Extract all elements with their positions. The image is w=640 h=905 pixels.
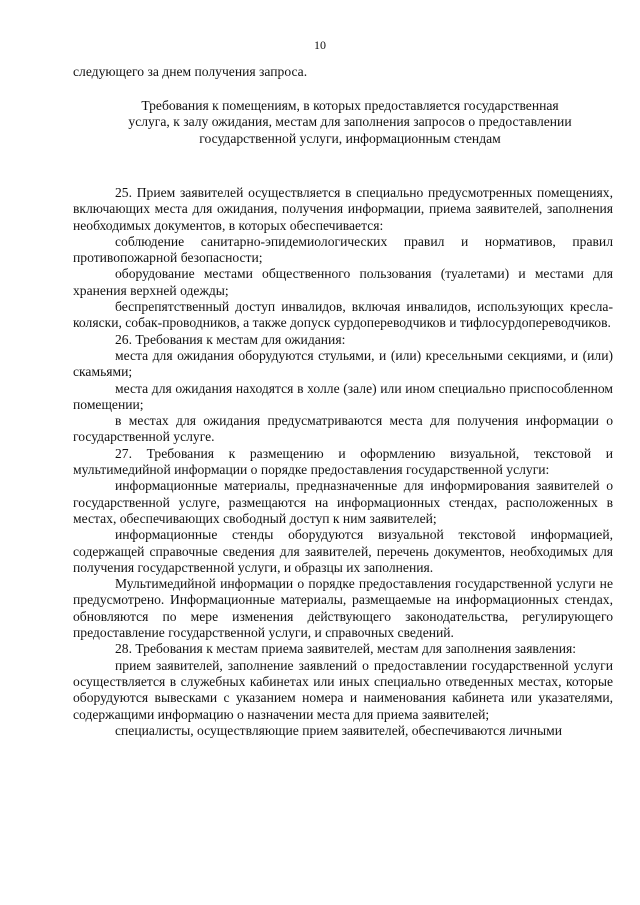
paragraph: Мультимедийной информации о порядке предоставления государственной услуги не предусмотрено. Информационные материалы, размещаемые на информационных стендах, обновляются по мере изменения действующего законодательства, регулирующего предоставление государственной услуги, и справочных сведений. [73, 576, 613, 641]
paragraph: места для ожидания находятся в холле (зале) или ином специально приспособленном помещении; [73, 380, 613, 412]
paragraph: прием заявителей, заполнение заявлений о предоставлении государственной услуги осуществляется в служебных кабинетах или иных специально отведенных местах, которые оборудуются вывесками с указанием номера и наименования кабинета или указателями, содержащими информацию о назначении места для приема заявителей; [73, 657, 613, 722]
paragraph: в местах для ожидания предусматриваются места для получения информации о государственной услуге. [73, 413, 613, 445]
paragraph: 28. Требования к местам приема заявителей, местам для заполнения заявления: [115, 641, 577, 657]
paragraph: оборудование местами общественного пользования (туалетами) и местами для хранения верхней одежды; [73, 266, 613, 298]
section-heading: Требования к помещениям, в которых предоставляется государственная услуга, к залу ожидания, местам для заполнения запросов о предоставлении государственной услуги, информационным стендам [128, 98, 572, 146]
paragraph: 26. Требования к местам для ожидания: [115, 331, 346, 347]
paragraph: специалисты, осуществляющие прием заявителей, обеспечиваются личными [115, 722, 563, 738]
paragraph: информационные материалы, предназначенные для информирования заявителей о государственной услуге, размещаются на информационных стендах, расположенных в местах, обеспечивающих свободный доступ к ним заявителей; [73, 478, 613, 526]
paragraph: информационные стенды оборудуются визуальной текстовой информацией, содержащей справочные сведения для заявителей, перечень документов, необходимых для получения государственной услуги, и образцы их заполнения. [73, 527, 613, 575]
paragraph: беспрепятственный доступ инвалидов, включая инвалидов, использующих кресла-коляски, собак-проводников, а также допуск сурдопереводчиков и тифлосурдопереводчиков. [73, 299, 613, 331]
page-number: 10 [314, 38, 326, 52]
paragraph: 25. Прием заявителей осуществляется в специально предусмотренных помещениях, включающих места для ожидания, получения информации, приема заявителей, заполнения необходимых документов, в которых обеспечивается: [73, 185, 613, 233]
lead-line: следующего за днем получения запроса. [73, 64, 308, 79]
body-text [73, 185, 613, 739]
paragraph: соблюдение санитарно-эпидемиологических правил и нормативов, правил противопожарной безопасности; [73, 233, 613, 266]
paragraph: 27. Требования к размещению и оформлению визуальной, текстовой и мультимедийной информации о порядке предоставления государственной услуги: [73, 445, 613, 478]
paragraph: места для ожидания оборудуются стульями, и (или) кресельными секциями, и (или) скамьями; [73, 347, 613, 380]
